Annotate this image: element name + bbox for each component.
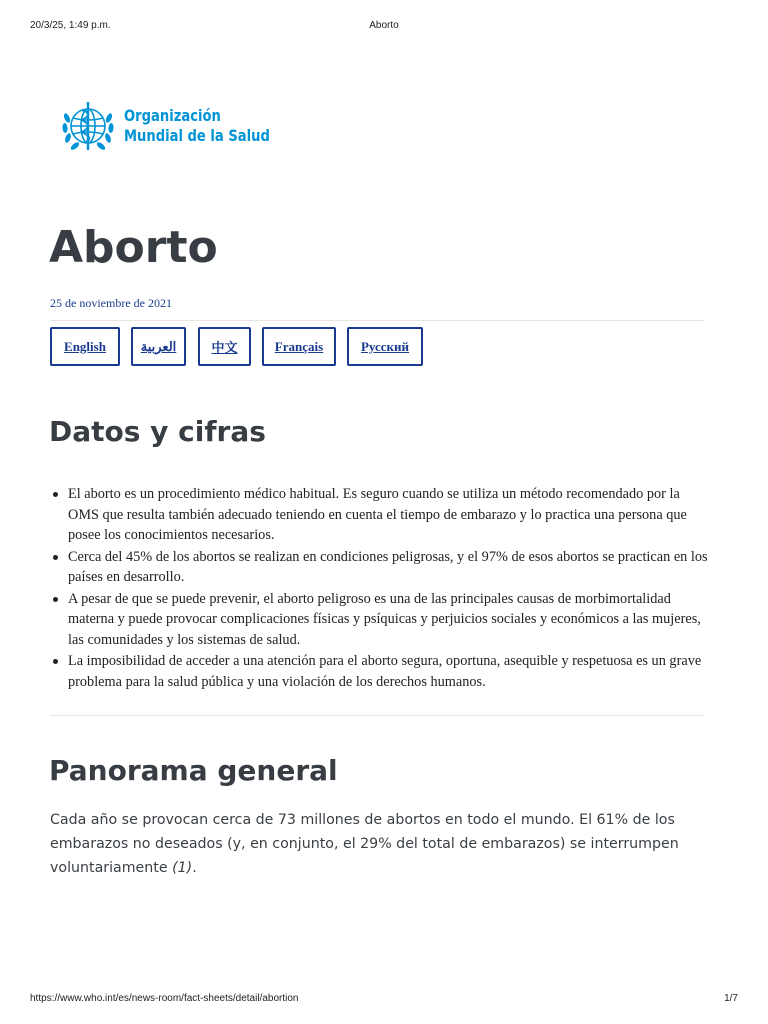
overview-paragraph xyxy=(50,808,710,880)
lang-button-russian[interactable]: Русский xyxy=(347,327,423,366)
lang-button-english[interactable]: English xyxy=(50,327,120,366)
facts-heading: Datos y cifras xyxy=(49,415,266,448)
who-logo-wordmark xyxy=(124,106,270,146)
list-item: A pesar de que se puede prevenir, el aborto peligroso es una de las principales causas de morbimortalidad materna y puede provocar complicaciones físicas y psíquicas y perjuicios sociales y económicos a las mujeres, las comunidades y los sistemas de salud. xyxy=(50,589,710,651)
overview-heading: Panorama general xyxy=(49,754,338,787)
print-page-number: 1/7 xyxy=(724,993,738,1004)
logo-line-2: Mundial de la Salud xyxy=(124,126,270,145)
print-url: https://www.who.int/es/news-room/fact-sheets/detail/abortion xyxy=(30,993,299,1004)
page-title: Aborto xyxy=(49,222,218,273)
list-item: Cerca del 45% de los abortos se realizan en condiciones peligrosas, y el 97% de esos abortos se practican en los países en desarrollo. xyxy=(50,547,710,588)
divider xyxy=(50,715,704,716)
overview-text: Cada año se provocan cerca de 73 millones de abortos en todo el mundo. El 61% de los embarazos no deseados (y, en conjunto, el 29% del total de embarazos) se interrumpen voluntariamente xyxy=(50,812,679,876)
lang-button-french[interactable]: Français xyxy=(262,327,336,366)
divider xyxy=(50,320,704,321)
print-title: Aborto xyxy=(369,20,399,31)
lang-button-chinese[interactable]: 中文 xyxy=(198,327,251,366)
facts-list xyxy=(50,484,710,693)
who-emblem-icon xyxy=(58,96,118,156)
reference-link[interactable]: (1) xyxy=(172,860,193,876)
logo-line-1: Organización xyxy=(124,106,221,125)
overview-end: . xyxy=(192,860,197,876)
list-item: La imposibilidad de acceder a una atención para el aborto segura, oportuna, asequible y respetuosa es un grave problema para la salud pública y una violación de los derechos humanos. xyxy=(50,651,710,692)
list-item: El aborto es un procedimiento médico habitual. Es seguro cuando se utiliza un método recomendado por la OMS que resulta también adecuado teniendo en cuenta el tiempo de embarazo y lo practica una persona que posee los conocimientos necesarios. xyxy=(50,484,710,546)
lang-button-arabic[interactable]: العربية xyxy=(131,327,186,366)
print-datetime: 20/3/25, 1:49 p.m. xyxy=(30,20,111,31)
publication-date: 25 de noviembre de 2021 xyxy=(50,296,172,310)
